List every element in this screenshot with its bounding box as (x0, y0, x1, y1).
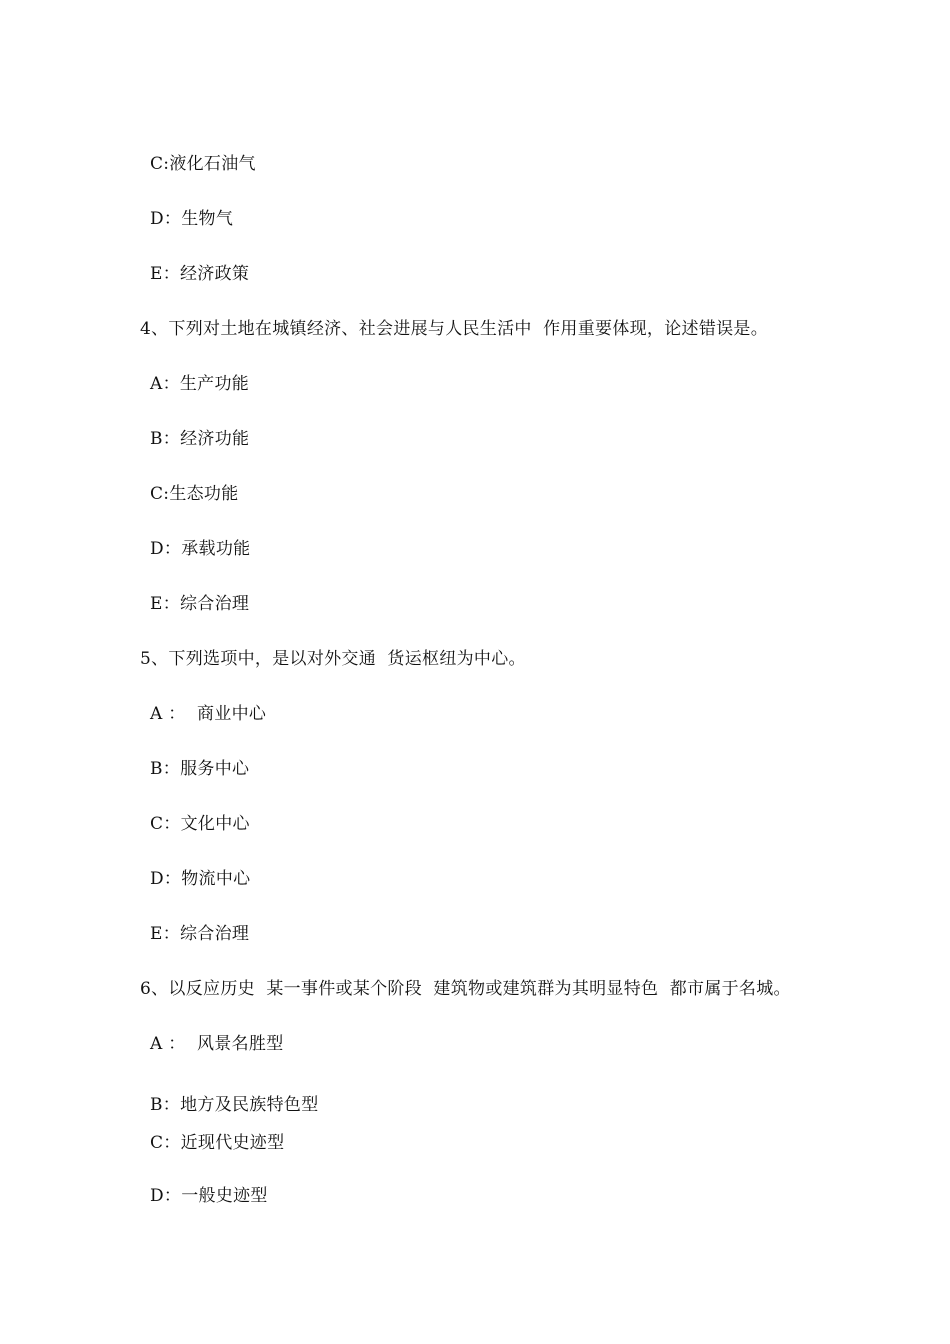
question-6: 6、以反应历史 某一事件或某个阶段 建筑物或建筑群为其明显特色 都市属于名城。 (140, 979, 791, 999)
option-d-prev: D：生物气 (150, 209, 234, 229)
q5-option-a: A ： 商业中心 (150, 704, 267, 724)
question-4: 4、下列对土地在城镇经济、社会进展与人民生活中 作用重要体现，论述错误是。 (140, 319, 769, 339)
q4-option-b: B：经济功能 (150, 429, 250, 449)
option-c-prev: C:液化石油气 (150, 154, 256, 174)
q5-option-c: C：文化中心 (150, 814, 250, 834)
q5-option-b: B：服务中心 (150, 759, 250, 779)
q4-option-c: C:生态功能 (150, 484, 239, 504)
q6-option-a: A ： 风景名胜型 (150, 1034, 284, 1054)
option-e-prev: E：经济政策 (150, 264, 250, 284)
q6-option-d: D：一般史迹型 (150, 1186, 268, 1206)
q6-option-b: B：地方及民族特色型 (150, 1095, 319, 1115)
q4-option-a: A：生产功能 (150, 374, 250, 394)
question-5: 5、下列选项中，是以对外交通 货运枢纽为中心。 (140, 649, 526, 669)
q4-option-d: D：承载功能 (150, 539, 251, 559)
q5-option-e: E：综合治理 (150, 924, 250, 944)
q6-option-c: C：近现代史迹型 (150, 1133, 285, 1153)
q5-option-d: D：物流中心 (150, 869, 251, 889)
q4-option-e: E：综合治理 (150, 594, 250, 614)
